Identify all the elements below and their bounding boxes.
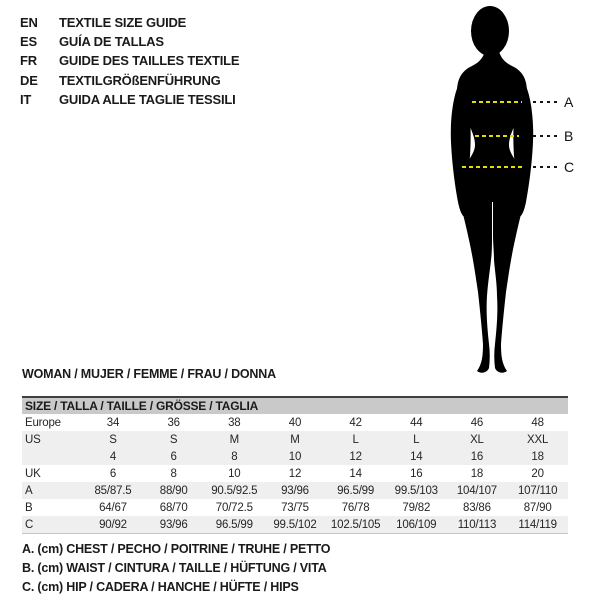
table-cell: 96.5/99 [204, 516, 265, 534]
table-cell: XL [470, 433, 484, 446]
table-cell: 12 [288, 467, 302, 480]
table-row [22, 516, 568, 534]
language-code: FR [20, 53, 37, 69]
language-row [20, 32, 239, 51]
table-cell: 36 [167, 416, 180, 429]
table-cell: 14 [349, 467, 362, 480]
row-label [22, 448, 83, 465]
table-cell: M [290, 433, 300, 446]
table-row [22, 414, 568, 431]
table-cell: 93/96 [281, 484, 309, 497]
table-cell: L [413, 433, 420, 446]
language-label: TEXTILGRÖßENFÜHRUNG [59, 72, 221, 88]
table-cell: 96.5/99 [337, 484, 375, 497]
legend-row: A. (cm) CHEST / PECHO / POITRINE / TRUHE / PETTO [22, 542, 331, 556]
table-cell: 14 [410, 450, 423, 463]
table-cell: 40 [288, 416, 302, 429]
table-cell: 70/72.5 [215, 501, 253, 514]
row-label: B [25, 501, 33, 514]
table-cell: 10 [288, 450, 302, 463]
row-label: A [25, 484, 33, 497]
language-label: TEXTILE SIZE GUIDE [59, 15, 187, 30]
table-cell: 48 [531, 416, 544, 429]
table-cell: 8 [170, 467, 177, 480]
table-cell: 93/96 [143, 516, 204, 534]
language-row [20, 13, 239, 32]
size-table-body [22, 414, 568, 534]
table-cell: 106/109 [386, 516, 447, 534]
table-cell: 107/110 [517, 484, 558, 497]
language-row [20, 51, 239, 70]
table-cell: 46 [470, 416, 484, 429]
row-label: Europe [25, 416, 61, 429]
table-cell: 12 [349, 450, 362, 463]
table-cell: 34 [106, 416, 120, 429]
table-cell: 114/119 [507, 516, 568, 534]
table-row [22, 482, 568, 499]
table-cell: 110/113 [447, 516, 508, 534]
table-cell: 16 [470, 450, 484, 463]
table-cell: S [109, 433, 117, 446]
size-table-header: SIZE / TALLA / TAILLE / GRÖSSE / TAGLIA [22, 397, 568, 414]
waist-label: B [564, 128, 574, 144]
language-label: GUIDA ALLE TAGLIE TESSILI [59, 91, 236, 107]
table-cell: 79/82 [402, 501, 431, 514]
table-row [22, 448, 568, 465]
table-cell: 87/90 [523, 501, 552, 514]
table-row [22, 431, 568, 448]
table-cell: 20 [531, 467, 544, 480]
legend-row: C. (cm) HIP / CADERA / HANCHE / HÜFTE / HIPS [22, 580, 299, 594]
section-title: WOMAN / MUJER / FEMME / FRAU / DONNA [22, 367, 276, 381]
table-cell: 44 [410, 416, 423, 429]
language-code: EN [20, 15, 38, 30]
row-label: UK [25, 467, 41, 480]
table-cell: 38 [228, 416, 241, 429]
table-cell: 76/78 [341, 501, 370, 514]
measurement-legend [22, 540, 330, 597]
table-cell: 16 [410, 467, 423, 480]
table-cell: 99.5/103 [394, 484, 438, 497]
table-cell: M [229, 433, 239, 446]
table-cell: 6 [170, 450, 177, 463]
table-cell: XXL [527, 433, 549, 446]
table-cell: 73/75 [281, 501, 309, 514]
table-cell: 64/67 [99, 501, 127, 514]
table-cell: 68/70 [159, 501, 188, 514]
table-cell: 8 [231, 450, 238, 463]
table-cell: 104/107 [456, 484, 497, 497]
table-cell: 4 [109, 450, 117, 463]
chest-label: A [564, 94, 574, 110]
row-label: US [25, 433, 41, 446]
language-row [20, 90, 239, 109]
table-cell: 83/86 [463, 501, 491, 514]
table-cell: 99.5/102 [265, 516, 326, 534]
table-cell: S [169, 433, 178, 446]
table-cell: 90/92 [83, 516, 144, 534]
language-list [20, 13, 239, 109]
table-cell: 102.5/105 [325, 516, 386, 534]
hip-label: C [564, 159, 575, 175]
table-cell: 10 [228, 467, 241, 480]
language-row [20, 71, 239, 90]
language-label: GUIDE DES TAILLES TEXTILE [59, 53, 240, 69]
size-table-header-row [22, 397, 568, 414]
row-label: C [22, 516, 83, 534]
table-cell: 85/87.5 [94, 484, 132, 497]
size-table [22, 396, 568, 534]
table-cell: 42 [349, 416, 362, 429]
table-row [22, 499, 568, 516]
language-code: DE [20, 72, 38, 88]
table-cell: 18 [470, 467, 484, 480]
table-row [22, 465, 568, 482]
table-cell: L [352, 433, 359, 446]
language-label: GUÍA DE TALLAS [59, 34, 164, 50]
legend-row: B. (cm) WAIST / CINTURA / TAILLE / HÜFTUNG / VITA [22, 561, 327, 575]
table-cell: 18 [531, 450, 544, 463]
woman-silhouette-figure [400, 0, 600, 380]
language-code: IT [20, 91, 32, 107]
table-cell: 88/90 [159, 484, 188, 497]
language-code: ES [20, 34, 37, 50]
table-cell: 90.5/92.5 [211, 484, 258, 497]
table-cell: 6 [109, 467, 117, 480]
